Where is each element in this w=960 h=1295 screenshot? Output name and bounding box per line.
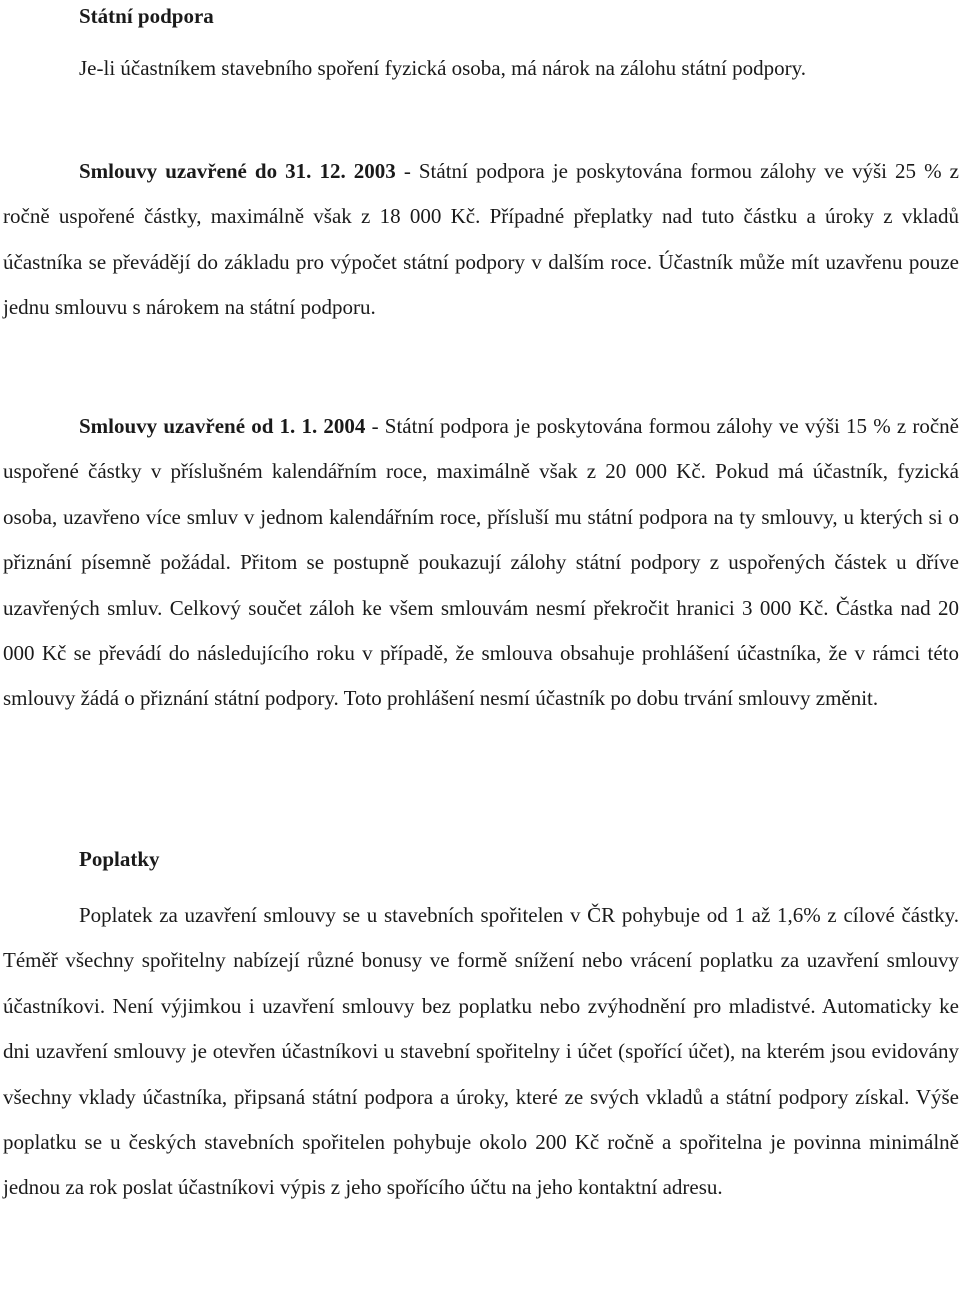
paragraph-lead-2003: Smlouvy uzavřené do 31. 12. 2003 [79,159,396,183]
poplatky-text: Poplatek za uzavření smlouvy se u stavebních spořitelen v ČR pohybuje od 1 až 1,6% z cílové částky. Téměř všechny spořitelny nabízejí různé bonusy ve formě snížení nebo vrácení poplatku za uzavření smlouvy účastníkovi. Není výjimkou i uzavření smlouvy bez poplatku nebo zvýhodnění pro mladistvé. Automaticky ke dni uzavření smlouvy je otevřen účastníkovi u stavební spořitelny i účet (spořící účet), na kterém jsou evidovány všechny vklady účastníka, připsaná státní podpora a úroky, které ze svých vkladů a státní podpory získal. Výše poplatku se u českých stavebních spořitelen pohybuje okolo 200 Kč ročně a spořitelna je povinna minimálně jednou za rok poslat účastníkovi výpis z jeho spořícího účtu na jeho kontaktní adresu. [3,903,959,1200]
paragraph-body-2003: - Státní podpora je poskytována formou zálohy ve výši 25 % z ročně uspořené částky, maximálně však z 18 000 Kč. Případné přeplatky nad tuto částku a úroky z vkladů účastníka se převádějí do základu pro výpočet státní podpory v dalším roce. Účastník může mít uzavřenu pouze jednu smlouvu s nárokem na státní podporu. [3,159,959,320]
paragraph-intro [3,46,959,91]
intro-text: Je-li účastníkem stavebního spoření fyzická osoba, má nárok na zálohu státní podpory. [79,56,807,80]
paragraph-lead-2004: Smlouvy uzavřené od 1. 1. 2004 [79,414,366,438]
paragraph-smlouvy-do-2003 [3,149,959,331]
paragraph-smlouvy-od-2004 [3,404,959,722]
section-heading-statni-podpora: Státní podpora [79,4,214,28]
paragraph-body-2004: - Státní podpora je poskytována formou zálohy ve výši 15 % z ročně uspořené částky v příslušném kalendářním roce, maximálně však z 20 000 Kč. Pokud má účastník, fyzická osoba, uzavřeno více smluv v jednom kalendářním roce, přísluší mu státní podpora na ty smlouvy, u kterých si o přiznání písemně požádal. Přitom se postupně poukazují zálohy státní podpory z uspořených částek u dříve uzavřených smluv. Celkový součet záloh ke všem smlouvám nesmí překročit hranici 3 000 Kč. Částka nad 20 000 Kč se převádí do následujícího roku v případě, že smlouva obsahuje prohlášení účastníka, že v rámci této smlouvy žádá o přiznání státní podpory. Toto prohlášení nesmí účastník po dobu trvání smlouvy změnit. [3,414,960,711]
section-heading-poplatky: Poplatky [79,847,160,871]
paragraph-poplatky [3,893,959,1211]
